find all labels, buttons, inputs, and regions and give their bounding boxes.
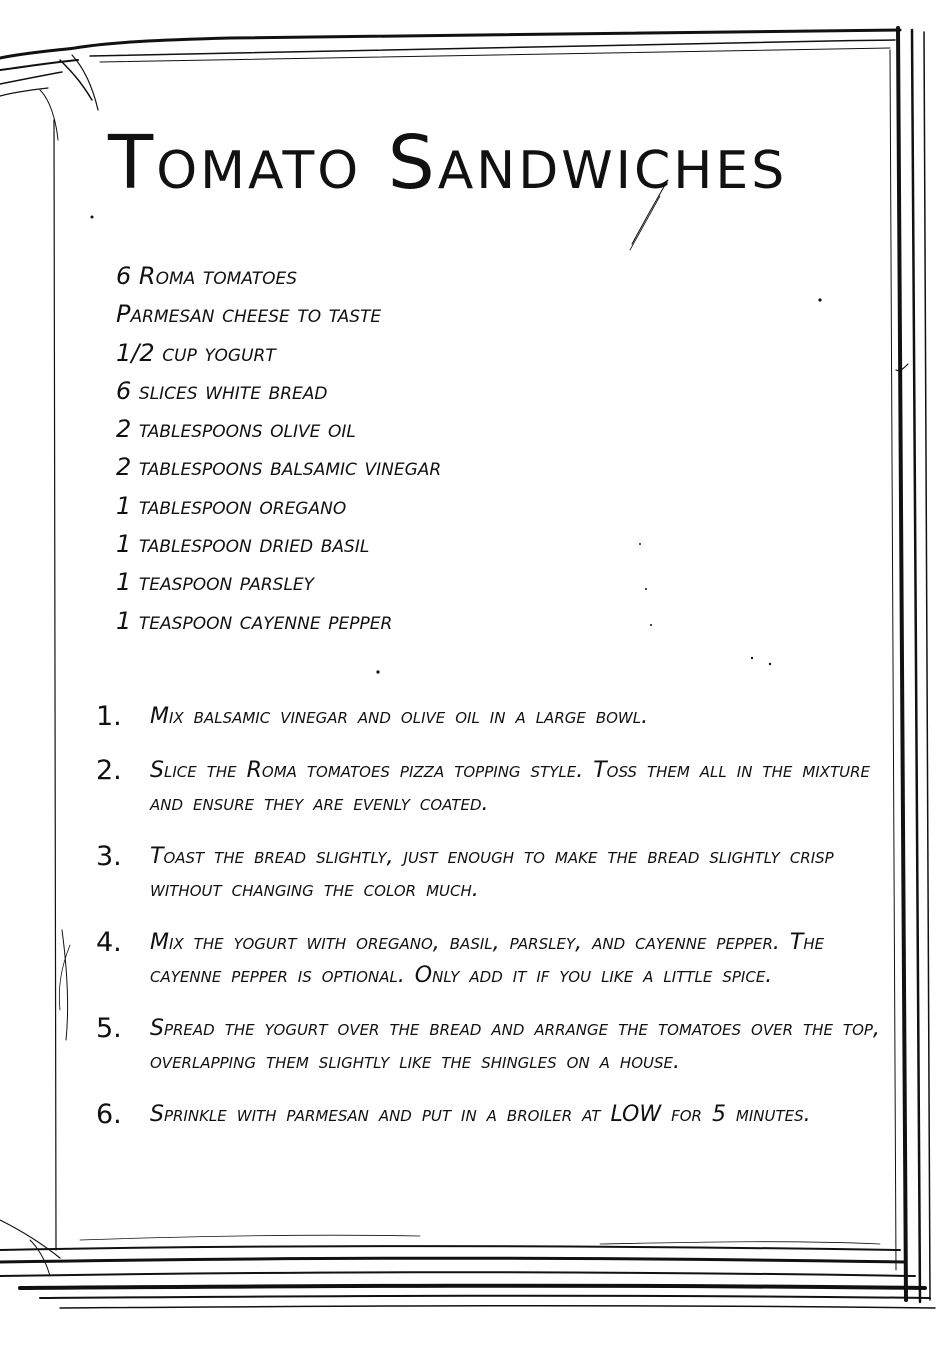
step-text: Mix balsamic vinegar and olive oil in a large bowl. [150,704,649,729]
instruction-step [96,840,886,906]
ingredient-item: 6 slices white bread [116,376,328,405]
ingredient-item: 2 tablespoons balsamic vinegar [116,453,442,482]
ingredient-item: 1 tablespoon dried basil [116,530,370,559]
step-number: 5. [96,1013,122,1044]
step-text: Sprinkle with parmesan and put in a broiler at LOW for 5 minutes. [150,1102,811,1127]
step-text: Spread the yogurt over the bread and arrange the tomatoes over the top, overlapping them slightly like the shingles on a house. [150,1016,880,1074]
step-number: 2. [96,755,122,786]
instruction-step [96,1098,886,1132]
recipe-title: Tomato Sandwiches [108,120,788,206]
instruction-list [96,700,886,1152]
instruction-step [96,926,886,992]
ingredient-item: 1 teaspoon cayenne pepper [116,606,393,635]
ingredient-item: Parmesan cheese to taste [116,300,382,329]
ingredient-item: 1 tablespoon oregano [116,491,347,520]
step-text: Toast the bread slightly, just enough to make the bread slightly crisp without changing the color much. [150,844,834,902]
ingredient-item: 6 Roma tomatoes [116,262,298,290]
step-number: 4. [96,927,122,958]
step-number: 6. [96,1099,122,1130]
ingredient-item: 2 tablespoons olive oil [116,415,356,444]
instruction-step [96,1012,886,1078]
ingredient-item: 1/2 cup yogurt [116,338,276,367]
ingredient-item: 1 teaspoon parsley [116,568,315,597]
ingredient-list [116,257,676,640]
instruction-step [96,700,886,734]
step-text: Slice the Roma tomatoes pizza topping style. Toss them all in the mixture and ensure they are evenly coated. [150,758,871,816]
step-number: 1. [96,701,122,732]
step-text: Mix the yogurt with oregano, basil, parsley, and cayenne pepper. The cayenne pepper is optional. Only add it if you like a little spice. [150,930,825,988]
instruction-step [96,754,886,820]
step-number: 3. [96,841,122,872]
